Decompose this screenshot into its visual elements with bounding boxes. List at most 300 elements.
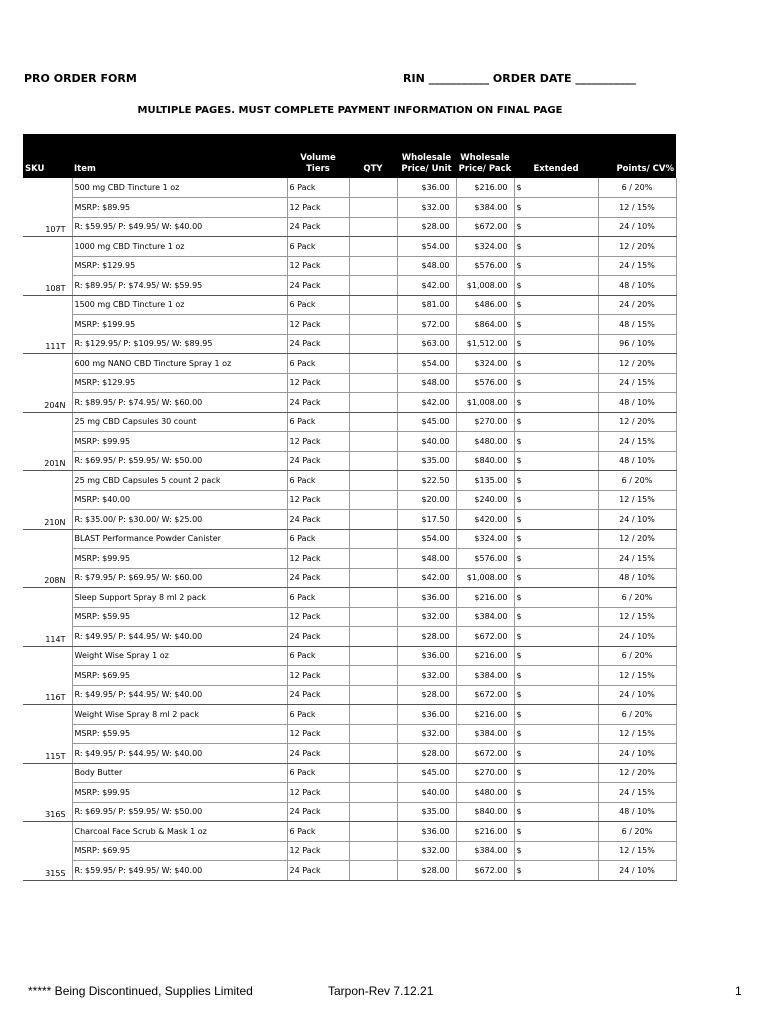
sku-cell: 316S [23, 802, 72, 822]
extended-cell[interactable]: $ [514, 198, 598, 218]
order-table-body [23, 178, 676, 880]
pack-price-cell: $1,008.00 [456, 568, 514, 588]
pack-price-cell: $270.00 [456, 412, 514, 432]
unit-price-cell: $32.00 [397, 607, 456, 627]
item-cell: R: $69.95/ P: $59.95/ W: $50.00 [72, 451, 287, 471]
extended-cell[interactable]: $ [514, 666, 598, 686]
item-cell: Body Butter [72, 763, 287, 783]
extended-cell[interactable]: $ [514, 861, 598, 881]
col-item-header: Item [72, 134, 287, 178]
volume-tier-cell: 6 Pack [287, 178, 349, 198]
item-cell: Sleep Support Spray 8 ml 2 pack [72, 588, 287, 608]
points-cell: 48 / 10% [598, 568, 676, 588]
extended-cell[interactable]: $ [514, 276, 598, 296]
product-row [23, 510, 676, 530]
product-row [23, 666, 676, 686]
volume-tier-cell: 12 Pack [287, 373, 349, 393]
points-cell: 24 / 10% [598, 744, 676, 764]
sku-cell: 116T [23, 685, 72, 705]
product-row [23, 861, 676, 881]
volume-tier-cell: 6 Pack [287, 529, 349, 549]
product-row [23, 802, 676, 822]
extended-cell[interactable]: $ [514, 529, 598, 549]
pack-price-cell: $672.00 [456, 685, 514, 705]
qty-input-cell[interactable] [349, 627, 397, 647]
extended-cell[interactable]: $ [514, 607, 598, 627]
qty-input-cell[interactable] [349, 705, 397, 725]
sku-cell [23, 256, 72, 276]
points-cell: 24 / 10% [598, 217, 676, 237]
order-table [23, 134, 677, 881]
pack-price-cell: $384.00 [456, 607, 514, 627]
points-cell: 24 / 15% [598, 373, 676, 393]
qty-input-cell[interactable] [349, 217, 397, 237]
pack-price-cell: $324.00 [456, 354, 514, 374]
footer-revision: Tarpon-Rev 7.12.21 [328, 984, 434, 998]
extended-cell[interactable]: $ [514, 627, 598, 647]
item-cell: 500 mg CBD Tincture 1 oz [72, 178, 287, 198]
points-cell: 12 / 20% [598, 237, 676, 257]
volume-tier-cell: 6 Pack [287, 412, 349, 432]
pack-price-cell: $480.00 [456, 783, 514, 803]
product-row [23, 237, 676, 257]
unit-price-cell: $20.00 [397, 490, 456, 510]
item-cell: R: $59.95/ P: $49.95/ W: $40.00 [72, 217, 287, 237]
unit-price-cell: $32.00 [397, 666, 456, 686]
product-row [23, 451, 676, 471]
sku-cell [23, 432, 72, 452]
unit-price-cell: $28.00 [397, 217, 456, 237]
item-cell: Charcoal Face Scrub & Mask 1 oz [72, 822, 287, 842]
product-row [23, 568, 676, 588]
unit-price-cell: $48.00 [397, 256, 456, 276]
item-cell: 1500 mg CBD Tincture 1 oz [72, 295, 287, 315]
sku-cell [23, 646, 72, 666]
product-row [23, 529, 676, 549]
item-cell: R: $69.95/ P: $59.95/ W: $50.00 [72, 802, 287, 822]
pack-price-cell: $576.00 [456, 256, 514, 276]
qty-input-cell[interactable] [349, 588, 397, 608]
unit-price-cell: $40.00 [397, 783, 456, 803]
sku-cell [23, 295, 72, 315]
product-row [23, 822, 676, 842]
volume-tier-cell: 24 Pack [287, 744, 349, 764]
item-cell: MSRP: $89.95 [72, 198, 287, 218]
points-cell: 48 / 15% [598, 315, 676, 335]
volume-tier-cell: 24 Pack [287, 685, 349, 705]
unit-price-cell: $36.00 [397, 588, 456, 608]
qty-input-cell[interactable] [349, 822, 397, 842]
points-cell: 48 / 10% [598, 451, 676, 471]
sku-cell [23, 763, 72, 783]
sku-cell [23, 705, 72, 725]
extended-cell[interactable]: $ [514, 685, 598, 705]
sku-cell [23, 841, 72, 861]
points-cell: 24 / 15% [598, 256, 676, 276]
qty-input-cell[interactable] [349, 393, 397, 413]
qty-input-cell[interactable] [349, 529, 397, 549]
col-qty-header: QTY [349, 134, 397, 178]
extended-cell[interactable]: $ [514, 646, 598, 666]
volume-tier-cell: 12 Pack [287, 432, 349, 452]
volume-tier-cell: 12 Pack [287, 198, 349, 218]
qty-input-cell[interactable] [349, 237, 397, 257]
qty-input-cell[interactable] [349, 315, 397, 335]
product-row [23, 783, 676, 803]
unit-price-cell: $35.00 [397, 451, 456, 471]
qty-input-cell[interactable] [349, 256, 397, 276]
sku-cell [23, 666, 72, 686]
unit-price-cell: $35.00 [397, 802, 456, 822]
volume-tier-cell: 6 Pack [287, 646, 349, 666]
product-row [23, 841, 676, 861]
unit-price-cell: $54.00 [397, 529, 456, 549]
sku-cell [23, 822, 72, 842]
col-points-header: Points/ CV% [598, 134, 676, 178]
points-cell: 6 / 20% [598, 178, 676, 198]
qty-input-cell[interactable] [349, 666, 397, 686]
sku-cell: 210N [23, 510, 72, 530]
extended-cell[interactable]: $ [514, 354, 598, 374]
col-extended-header: Extended [514, 134, 598, 178]
extended-cell[interactable]: $ [514, 373, 598, 393]
sku-cell: 204N [23, 393, 72, 413]
item-cell: 600 mg NANO CBD Tincture Spray 1 oz [72, 354, 287, 374]
item-cell: 25 mg CBD Capsules 30 count [72, 412, 287, 432]
item-cell: R: $59.95/ P: $49.95/ W: $40.00 [72, 861, 287, 881]
footer-page-number: 1 [735, 984, 742, 998]
product-row [23, 471, 676, 491]
pack-price-cell: $1,008.00 [456, 276, 514, 296]
points-cell: 24 / 15% [598, 549, 676, 569]
product-row [23, 217, 676, 237]
product-row [23, 354, 676, 374]
product-row [23, 744, 676, 764]
pack-price-cell: $216.00 [456, 705, 514, 725]
pack-price-cell: $576.00 [456, 549, 514, 569]
sku-cell [23, 549, 72, 569]
extended-cell[interactable]: $ [514, 724, 598, 744]
points-cell: 6 / 20% [598, 822, 676, 842]
volume-tier-cell: 24 Pack [287, 334, 349, 354]
sku-cell [23, 783, 72, 803]
sku-cell: 201N [23, 451, 72, 471]
pack-price-cell: $384.00 [456, 666, 514, 686]
item-cell: R: $49.95/ P: $44.95/ W: $40.00 [72, 627, 287, 647]
qty-input-cell[interactable] [349, 178, 397, 198]
extended-cell[interactable]: $ [514, 412, 598, 432]
qty-input-cell[interactable] [349, 471, 397, 491]
qty-input-cell[interactable] [349, 276, 397, 296]
points-cell: 24 / 15% [598, 783, 676, 803]
points-cell: 12 / 20% [598, 529, 676, 549]
qty-input-cell[interactable] [349, 783, 397, 803]
qty-input-cell[interactable] [349, 412, 397, 432]
points-cell: 12 / 20% [598, 412, 676, 432]
volume-tier-cell: 6 Pack [287, 354, 349, 374]
points-cell: 12 / 15% [598, 607, 676, 627]
sku-cell: 114T [23, 627, 72, 647]
points-cell: 12 / 15% [598, 666, 676, 686]
extended-cell[interactable]: $ [514, 822, 598, 842]
extended-cell[interactable]: $ [514, 841, 598, 861]
item-cell: MSRP: $129.95 [72, 256, 287, 276]
qty-input-cell[interactable] [349, 685, 397, 705]
unit-price-cell: $42.00 [397, 393, 456, 413]
item-cell: R: $35.00/ P: $30.00/ W: $25.00 [72, 510, 287, 530]
item-cell: R: $49.95/ P: $44.95/ W: $40.00 [72, 685, 287, 705]
unit-price-cell: $45.00 [397, 412, 456, 432]
product-row [23, 393, 676, 413]
points-cell: 24 / 10% [598, 627, 676, 647]
sku-cell [23, 237, 72, 257]
table-header-row [23, 134, 676, 178]
multi-page-note: MULTIPLE PAGES. MUST COMPLETE PAYMENT INFORMATION ON FINAL PAGE [137, 105, 563, 116]
item-cell: R: $89.95/ P: $74.95/ W: $59.95 [72, 276, 287, 296]
volume-tier-cell: 12 Pack [287, 490, 349, 510]
sku-cell: 107T [23, 217, 72, 237]
sku-cell [23, 354, 72, 374]
volume-tier-cell: 12 Pack [287, 256, 349, 276]
extended-cell[interactable]: $ [514, 471, 598, 491]
product-row [23, 334, 676, 354]
qty-input-cell[interactable] [349, 549, 397, 569]
points-cell: 24 / 10% [598, 861, 676, 881]
extended-cell[interactable]: $ [514, 451, 598, 471]
pack-price-cell: $216.00 [456, 822, 514, 842]
extended-cell[interactable]: $ [514, 256, 598, 276]
pack-price-cell: $486.00 [456, 295, 514, 315]
extended-cell[interactable]: $ [514, 432, 598, 452]
pack-price-cell: $216.00 [456, 646, 514, 666]
volume-tier-cell: 24 Pack [287, 802, 349, 822]
pack-price-cell: $672.00 [456, 861, 514, 881]
unit-price-cell: $17.50 [397, 510, 456, 530]
qty-input-cell[interactable] [349, 841, 397, 861]
points-cell: 6 / 20% [598, 646, 676, 666]
pack-price-cell: $1,512.00 [456, 334, 514, 354]
item-cell: MSRP: $69.95 [72, 666, 287, 686]
points-cell: 48 / 10% [598, 276, 676, 296]
item-cell: MSRP: $99.95 [72, 783, 287, 803]
item-cell: MSRP: $129.95 [72, 373, 287, 393]
product-row [23, 646, 676, 666]
sku-cell [23, 607, 72, 627]
volume-tier-cell: 6 Pack [287, 471, 349, 491]
product-row [23, 432, 676, 452]
points-cell: 48 / 10% [598, 393, 676, 413]
extended-cell[interactable]: $ [514, 393, 598, 413]
points-cell: 12 / 15% [598, 490, 676, 510]
qty-input-cell[interactable] [349, 373, 397, 393]
volume-tier-cell: 24 Pack [287, 568, 349, 588]
extended-cell[interactable]: $ [514, 763, 598, 783]
product-row [23, 763, 676, 783]
pack-price-cell: $480.00 [456, 432, 514, 452]
item-cell: 1000 mg CBD Tincture 1 oz [72, 237, 287, 257]
points-cell: 12 / 20% [598, 354, 676, 374]
extended-cell[interactable]: $ [514, 744, 598, 764]
points-cell: 6 / 20% [598, 588, 676, 608]
unit-price-cell: $28.00 [397, 861, 456, 881]
qty-input-cell[interactable] [349, 802, 397, 822]
sku-cell [23, 471, 72, 491]
extended-cell[interactable]: $ [514, 568, 598, 588]
unit-price-cell: $63.00 [397, 334, 456, 354]
volume-tier-cell: 24 Pack [287, 393, 349, 413]
sku-cell [23, 315, 72, 335]
qty-input-cell[interactable] [349, 861, 397, 881]
product-row [23, 490, 676, 510]
sku-cell [23, 490, 72, 510]
volume-tier-cell: 24 Pack [287, 451, 349, 471]
points-cell: 24 / 10% [598, 685, 676, 705]
qty-input-cell[interactable] [349, 510, 397, 530]
unit-price-cell: $32.00 [397, 841, 456, 861]
sku-cell: 315S [23, 861, 72, 881]
unit-price-cell: $28.00 [397, 627, 456, 647]
points-cell: 12 / 15% [598, 841, 676, 861]
pack-price-cell: $840.00 [456, 451, 514, 471]
product-row [23, 607, 676, 627]
qty-input-cell[interactable] [349, 334, 397, 354]
extended-cell[interactable]: $ [514, 295, 598, 315]
qty-input-cell[interactable] [349, 354, 397, 374]
extended-cell[interactable]: $ [514, 217, 598, 237]
qty-input-cell[interactable] [349, 490, 397, 510]
sku-cell [23, 412, 72, 432]
extended-cell[interactable]: $ [514, 178, 598, 198]
qty-input-cell[interactable] [349, 607, 397, 627]
product-row [23, 198, 676, 218]
volume-tier-cell: 12 Pack [287, 549, 349, 569]
volume-tier-cell: 12 Pack [287, 666, 349, 686]
item-cell: MSRP: $99.95 [72, 549, 287, 569]
volume-tier-cell: 6 Pack [287, 295, 349, 315]
volume-tier-cell: 12 Pack [287, 783, 349, 803]
sku-cell: 111T [23, 334, 72, 354]
extended-cell[interactable]: $ [514, 802, 598, 822]
unit-price-cell: $22.50 [397, 471, 456, 491]
volume-tier-cell: 24 Pack [287, 861, 349, 881]
product-row [23, 549, 676, 569]
product-row [23, 256, 676, 276]
pack-price-cell: $324.00 [456, 237, 514, 257]
points-cell: 12 / 15% [598, 724, 676, 744]
extended-cell[interactable]: $ [514, 315, 598, 335]
qty-input-cell[interactable] [349, 646, 397, 666]
sku-cell [23, 724, 72, 744]
unit-price-cell: $36.00 [397, 178, 456, 198]
item-cell: R: $49.95/ P: $44.95/ W: $40.00 [72, 744, 287, 764]
volume-tier-cell: 24 Pack [287, 510, 349, 530]
item-cell: 25 mg CBD Capsules 5 count 2 pack [72, 471, 287, 491]
extended-cell[interactable]: $ [514, 588, 598, 608]
volume-tier-cell: 6 Pack [287, 822, 349, 842]
item-cell: MSRP: $199.95 [72, 315, 287, 335]
sku-cell: 115T [23, 744, 72, 764]
unit-price-cell: $32.00 [397, 724, 456, 744]
qty-input-cell[interactable] [349, 568, 397, 588]
extended-cell[interactable]: $ [514, 705, 598, 725]
item-cell: R: $79.95/ P: $69.95/ W: $60.00 [72, 568, 287, 588]
extended-cell[interactable]: $ [514, 237, 598, 257]
unit-price-cell: $42.00 [397, 276, 456, 296]
col-pack-price-header: Wholesale Price/ Pack [456, 134, 514, 178]
pack-price-cell: $384.00 [456, 198, 514, 218]
pack-price-cell: $240.00 [456, 490, 514, 510]
product-row [23, 412, 676, 432]
extended-cell[interactable]: $ [514, 334, 598, 354]
qty-input-cell[interactable] [349, 744, 397, 764]
pack-price-cell: $576.00 [456, 373, 514, 393]
unit-price-cell: $40.00 [397, 432, 456, 452]
extended-cell[interactable]: $ [514, 490, 598, 510]
sku-cell [23, 198, 72, 218]
pack-price-cell: $672.00 [456, 744, 514, 764]
points-cell: 24 / 10% [598, 510, 676, 530]
unit-price-cell: $81.00 [397, 295, 456, 315]
qty-input-cell[interactable] [349, 432, 397, 452]
pack-price-cell: $864.00 [456, 315, 514, 335]
pack-price-cell: $135.00 [456, 471, 514, 491]
qty-input-cell[interactable] [349, 198, 397, 218]
volume-tier-cell: 12 Pack [287, 841, 349, 861]
item-cell: R: $89.95/ P: $74.95/ W: $60.00 [72, 393, 287, 413]
unit-price-cell: $36.00 [397, 646, 456, 666]
product-row [23, 705, 676, 725]
volume-tier-cell: 12 Pack [287, 315, 349, 335]
extended-cell[interactable]: $ [514, 549, 598, 569]
points-cell: 48 / 10% [598, 802, 676, 822]
form-title: PRO ORDER FORM [24, 72, 137, 85]
unit-price-cell: $28.00 [397, 744, 456, 764]
qty-input-cell[interactable] [349, 724, 397, 744]
pack-price-cell: $270.00 [456, 763, 514, 783]
points-cell: 6 / 20% [598, 705, 676, 725]
sku-cell: 208N [23, 568, 72, 588]
pack-price-cell: $420.00 [456, 510, 514, 530]
pack-price-cell: $1,008.00 [456, 393, 514, 413]
volume-tier-cell: 6 Pack [287, 588, 349, 608]
volume-tier-cell: 6 Pack [287, 705, 349, 725]
unit-price-cell: $36.00 [397, 822, 456, 842]
qty-input-cell[interactable] [349, 451, 397, 471]
points-cell: 24 / 15% [598, 432, 676, 452]
sku-cell [23, 373, 72, 393]
product-row [23, 373, 676, 393]
extended-cell[interactable]: $ [514, 783, 598, 803]
qty-input-cell[interactable] [349, 763, 397, 783]
product-row [23, 627, 676, 647]
pack-price-cell: $384.00 [456, 841, 514, 861]
sku-cell [23, 588, 72, 608]
item-cell: BLAST Performance Powder Canister [72, 529, 287, 549]
item-cell: MSRP: $40.00 [72, 490, 287, 510]
product-row [23, 295, 676, 315]
volume-tier-cell: 24 Pack [287, 217, 349, 237]
extended-cell[interactable]: $ [514, 510, 598, 530]
points-cell: 12 / 15% [598, 198, 676, 218]
qty-input-cell[interactable] [349, 295, 397, 315]
footer-discontinued-note: ***** Being Discontinued, Supplies Limited [28, 984, 253, 998]
volume-tier-cell: 24 Pack [287, 627, 349, 647]
unit-price-cell: $36.00 [397, 705, 456, 725]
item-cell: MSRP: $59.95 [72, 607, 287, 627]
sku-cell: 108T [23, 276, 72, 296]
col-tiers-header: Volume Tiers [287, 134, 349, 178]
item-cell: MSRP: $69.95 [72, 841, 287, 861]
